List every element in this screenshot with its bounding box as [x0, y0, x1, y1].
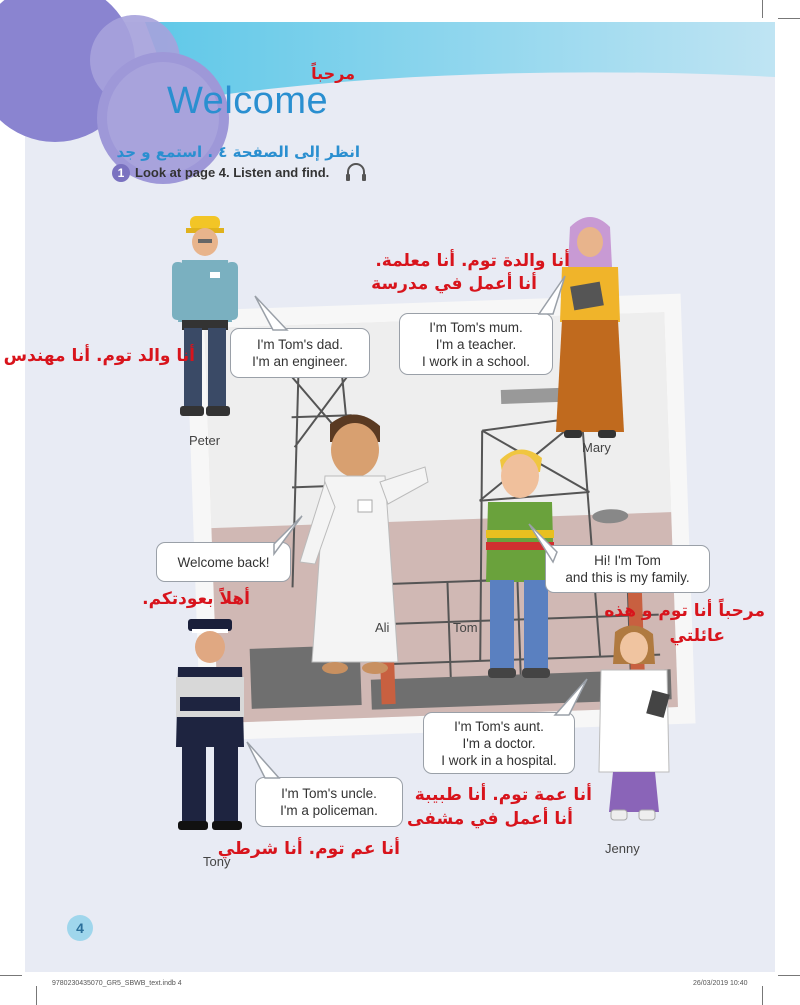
jenny-arabic-line-2: أنا أعمل في مشفى — [407, 809, 573, 829]
textbook-page — [3, 22, 775, 972]
bubble-tail — [243, 740, 283, 782]
bubble-tail — [531, 274, 571, 316]
peter-arabic: أنا والد توم. أنا مهندس — [3, 346, 195, 366]
jenny-figure — [593, 622, 673, 832]
tony-line-1: I'm Tom's uncle. — [281, 786, 377, 801]
bubble-tail — [270, 514, 306, 554]
tony-figure — [170, 617, 250, 832]
page-number: 4 — [76, 920, 84, 936]
instruction-text: Look at page 4. Listen and find. — [135, 165, 330, 180]
headphones-icon — [345, 162, 367, 182]
crop-mark — [0, 975, 22, 976]
mary-line-1: I'm Tom's mum. — [429, 319, 523, 335]
title-arabic: مرحباً — [311, 64, 355, 83]
page-number-badge — [67, 915, 93, 941]
mary-name: Mary — [582, 440, 611, 455]
bubble-tail — [551, 677, 591, 717]
tony-line-2: I'm a policeman. — [280, 803, 378, 818]
instruction-number: 1 — [117, 166, 125, 180]
peter-figure — [170, 212, 240, 422]
crop-mark — [762, 986, 763, 1005]
jenny-speech-bubble — [423, 712, 575, 774]
mary-line-3: I work in a school. — [421, 353, 531, 369]
mary-speech-bubble — [399, 313, 553, 375]
instruction-number-badge — [112, 164, 130, 182]
bubble-tail — [251, 294, 291, 334]
tony-speech-bubble — [255, 777, 403, 827]
jenny-arabic-line-1: أنا عمة توم. أنا طبيبة — [414, 785, 592, 805]
crop-mark — [778, 18, 800, 19]
ali-arabic: أهلاً بعودتكم. — [142, 589, 250, 609]
footer-date: 26/03/2019 10:40 — [693, 980, 748, 987]
tom-speech-bubble — [545, 545, 710, 593]
jenny-name: Jenny — [605, 841, 640, 856]
ali-name: Ali — [375, 620, 390, 635]
page-title: Welcome — [167, 80, 329, 122]
jenny-line-2: I'm a doctor. — [462, 735, 536, 751]
tom-arabic-line-1: مرحباً أنا توم و هذه — [604, 601, 765, 621]
tony-name: Tony — [203, 854, 231, 869]
jenny-line-3: I work in a hospital. — [441, 752, 557, 768]
peter-speech-bubble — [230, 328, 370, 378]
tom-line-1: Hi! I'm Tom — [594, 553, 661, 568]
tom-arabic-line-2: عائلتي — [669, 626, 725, 646]
tom-line-2: and this is my family. — [565, 570, 690, 585]
crop-mark — [36, 986, 37, 1005]
mary-line-2: I'm a teacher. — [435, 336, 517, 352]
tom-name: Tom — [453, 620, 478, 635]
peter-name: Peter — [189, 433, 221, 448]
crop-mark — [762, 0, 763, 18]
mary-arabic-line-1: أنا والدة توم. أنا معلمة. — [375, 251, 570, 271]
peter-line-2: I'm an engineer. — [252, 354, 348, 369]
mary-figure — [550, 212, 630, 442]
bubble-tail — [525, 522, 561, 562]
header-decoration — [25, 22, 775, 222]
footer-file: 9780230435070_GR5_SBWB_text.indb 4 — [52, 980, 182, 987]
crop-mark — [778, 975, 800, 976]
peter-line-1: I'm Tom's dad. — [257, 337, 343, 352]
mary-arabic-line-2: أنا أعمل في مدرسة — [371, 274, 537, 294]
jenny-line-1: I'm Tom's aunt. — [454, 718, 544, 734]
ali-line-1: Welcome back! — [177, 554, 270, 570]
instruction-arabic: انظر إلى الصفحة ٤ . استمع و جد — [116, 143, 360, 161]
tony-arabic: أنا عم توم. أنا شرطي — [217, 839, 400, 859]
